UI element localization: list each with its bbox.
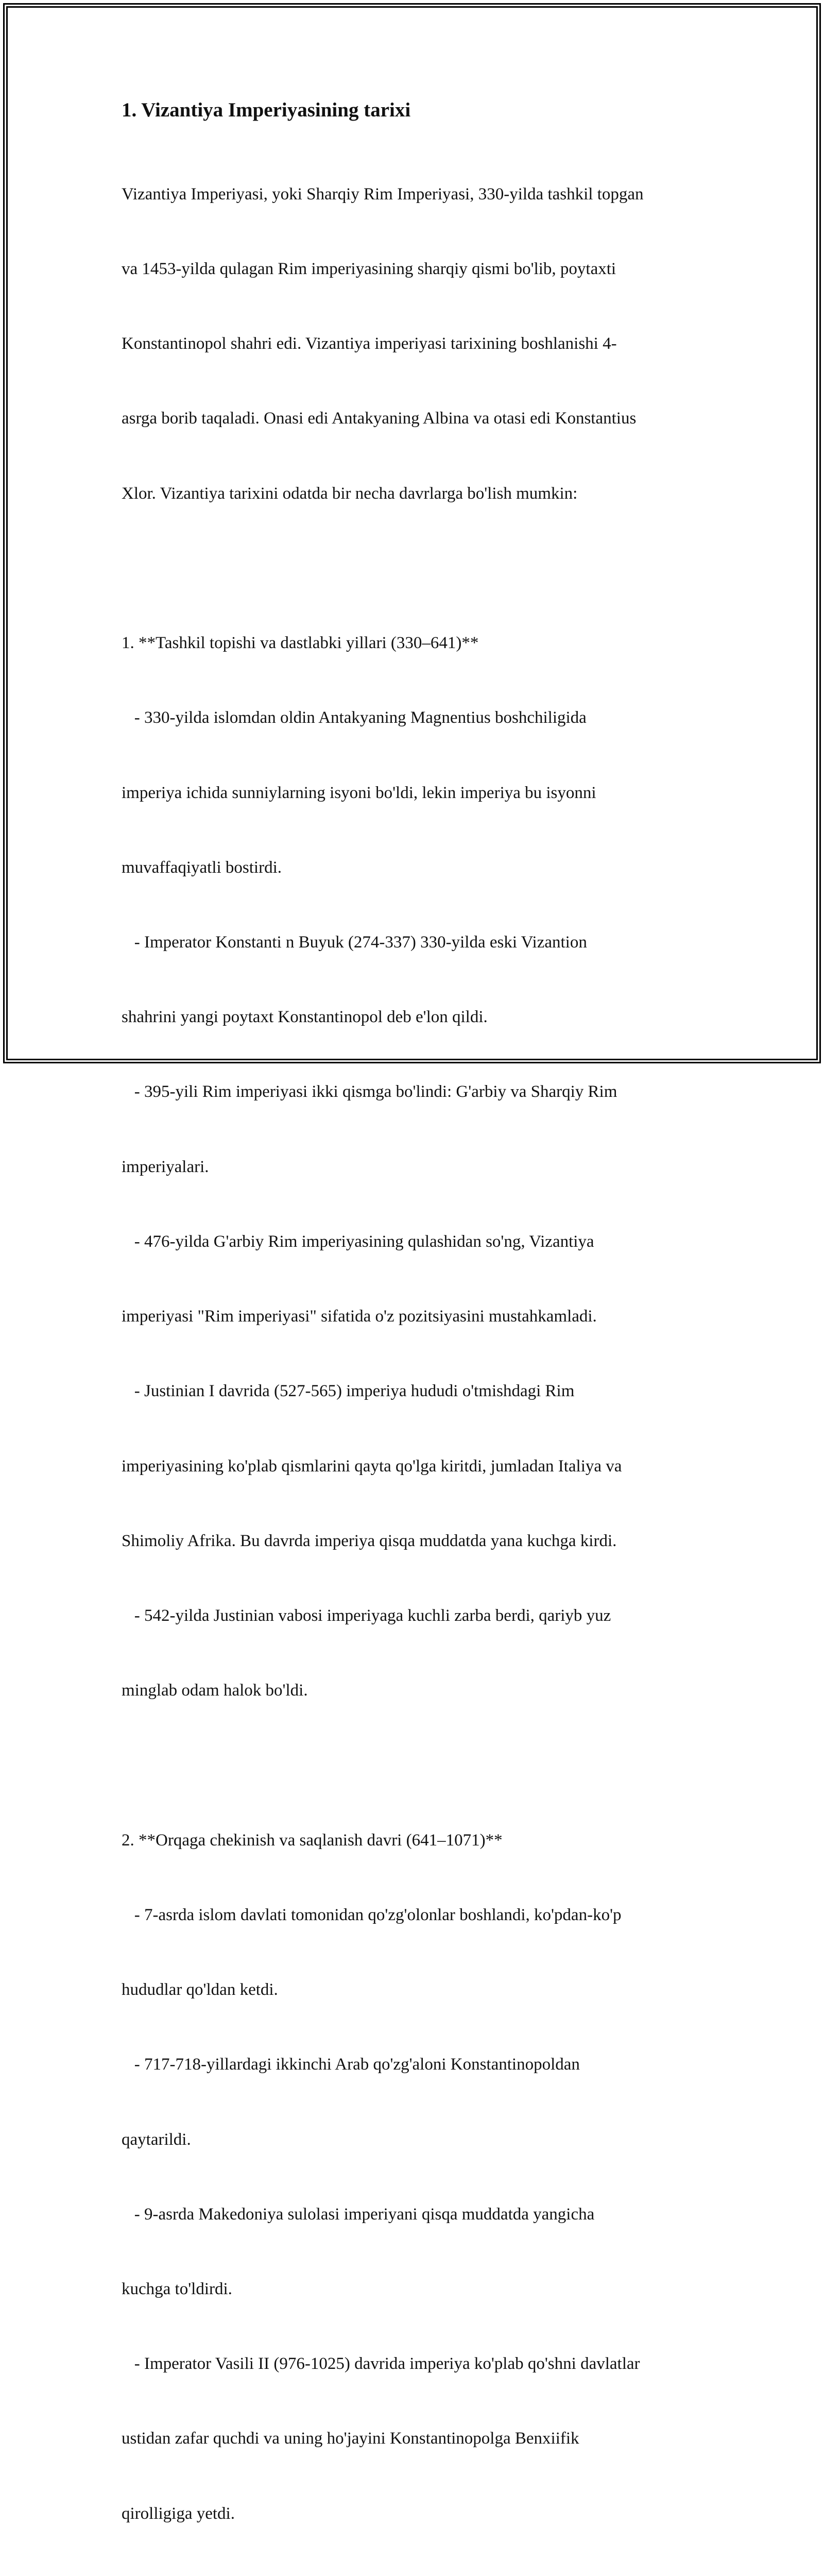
text-line: - 330-yilda islomdan oldin Antakyaning Magnentius boshchiligida [122,708,587,727]
text-line: imperiyalari. [122,1157,209,1176]
text-line: kuchga to'ldirdi. [122,2279,232,2298]
text-line: - Justinian I davrida (527-565) imperiya hududi o'tmishdagi Rim [122,1382,575,1401]
text-line: - 717-718-yillardagi ikkinchi Arab qo'zg'aloni Konstantinopoldan [122,2055,580,2074]
text-line: - Imperator Konstanti n Buyuk (274-337) 330-yilda eski Vizantion [122,933,587,952]
document-content [122,97,714,2576]
document-body [122,132,714,2576]
text-line: imperiyasi "Rim imperiyasi" sifatida o'z pozitsiyasini mustahkamladi. [122,1307,597,1326]
text-line: - 395-yili Rim imperiyasi ikki qismga bo'lindi: G'arbiy va Sharqiy Rim [122,1082,617,1101]
text-line: qirolligiga yetdi. [122,2504,235,2523]
blank-line [122,556,714,581]
text-line: shahrini yangi poytaxt Konstantinopol deb e'lon qildi. [122,1008,488,1027]
text-line: imperiya ichida sunniylarning isyoni bo'ldi, lekin imperiya bu isyonni [122,783,596,802]
text-line: hududlar qo'ldan ketdi. [122,1980,278,1999]
text-line: Konstantinopol shahri edi. Vizantiya imperiyasi tarixining boshlanishi 4- [122,334,617,353]
text-line: ustidan zafar quchdi va uning ho'jayini Konstantinopolga Benxiifik [122,2429,579,2448]
text-line: Xlor. Vizantiya tarixini odatda bir necha davrlarga bo'lish mumkin: [122,484,578,503]
text-line: 1. **Tashkil topishi va dastlabki yillari (330–641)** [122,634,479,653]
text-line: Shimoliy Afrika. Bu davrda imperiya qisqa muddatda yana kuchga kirdi. [122,1531,617,1550]
text-line: - 9-asrda Makedoniya sulolasi imperiyani qisqa muddatda yangicha [122,2205,595,2224]
text-line: qaytarildi. [122,2130,191,2149]
text-line: - Imperator Vasili II (976-1025) davrida imperiya ko'plab qo'shni davlatlar [122,2354,640,2374]
text-line: minglab odam halok bo'ldi. [122,1681,308,1700]
text-line: imperiyasining ko'plab qismlarini qayta qo'lga kiritdi, jumladan Italiya va [122,1456,622,1476]
text-line: - 476-yilda G'arbiy Rim imperiyasining qulashidan so'ng, Vizantiya [122,1232,594,1251]
text-line: Vizantiya Imperiyasi, yoki Sharqiy Rim Imperiyasi, 330-yilda tashkil topgan [122,184,644,204]
text-line: va 1453-yilda qulagan Rim imperiyasining sharqiy qismi bo'lib, poytaxti [122,260,616,279]
text-line: - 542-yilda Justinian vabosi imperiyaga kuchli zarba berdi, qariyb yuz [122,1606,611,1625]
text-line: 2. **Orqaga chekinish va saqlanish davri (641–1071)** [122,1831,503,1850]
text-line: muvaffaqiyatli bostirdi. [122,858,282,877]
text-line: - 7-asrda islom davlati tomonidan qo'zg'olonlar boshlandi, ko'pdan-ko'p [122,1905,622,1924]
text-line: asrga borib taqaladi. Onasi edi Antakyaning Albina va otasi edi Konstantius [122,409,637,428]
blank-line [122,1753,714,1777]
document-heading: 1. Vizantiya Imperiyasining tarixi [122,99,411,121]
